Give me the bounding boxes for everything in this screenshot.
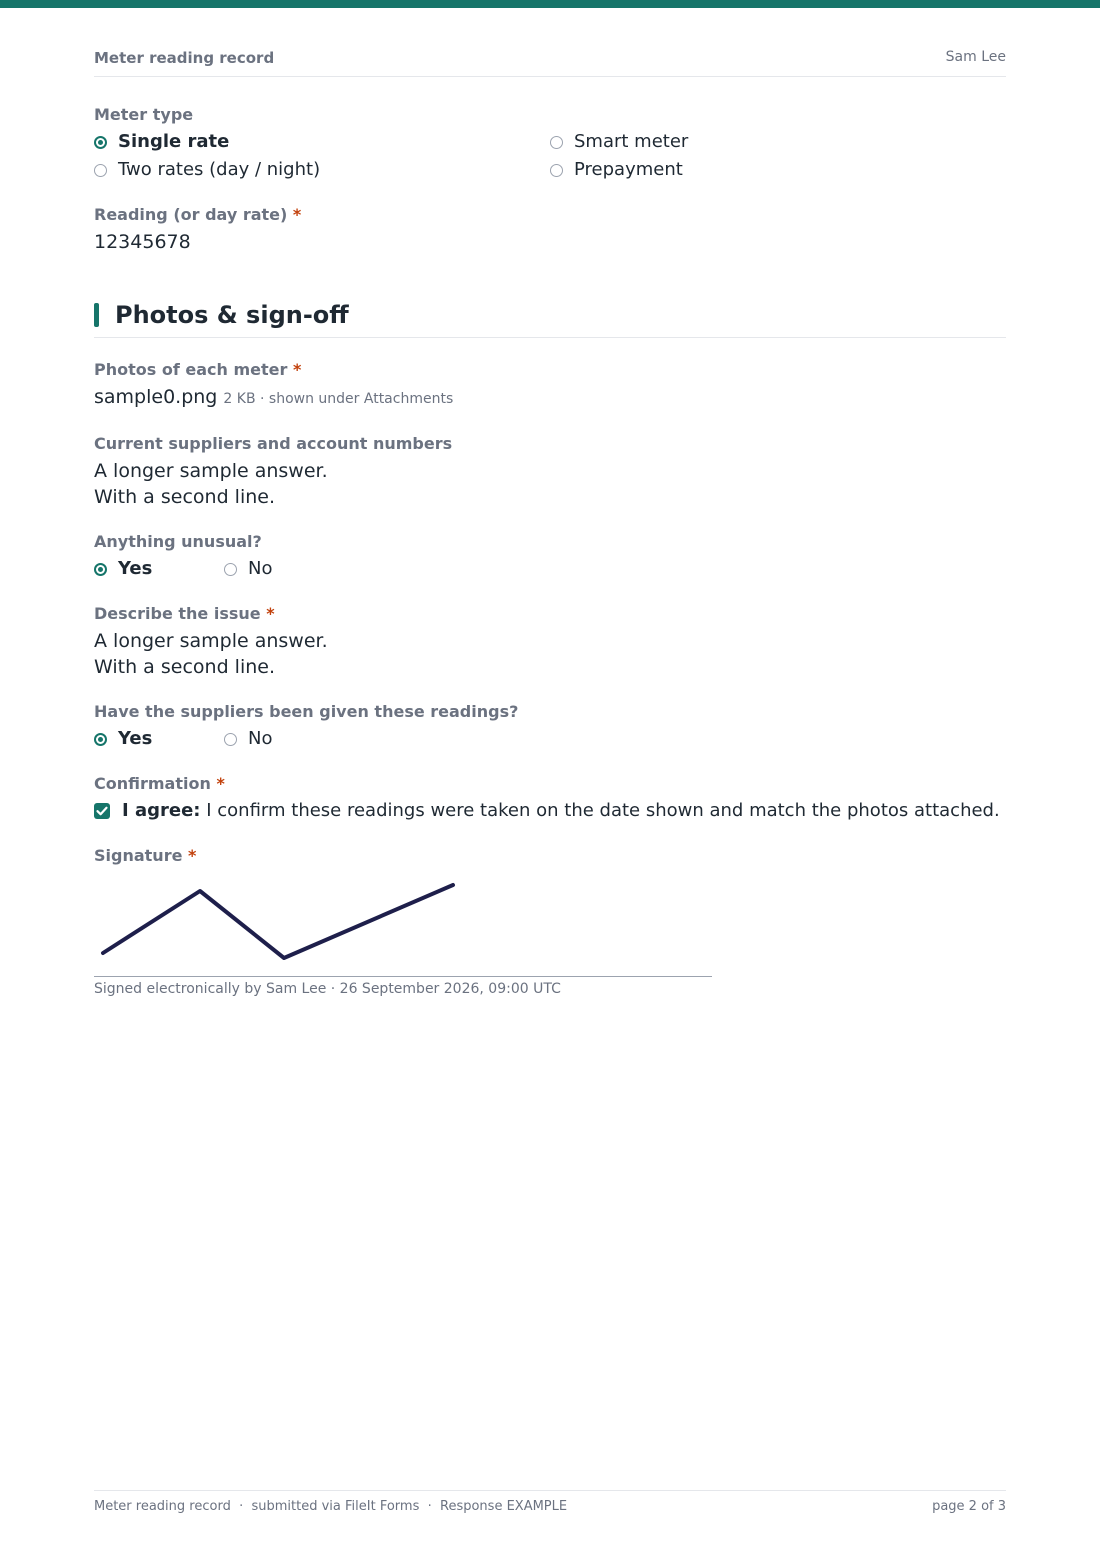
photos-field bbox=[94, 360, 1006, 412]
signature-caption: Signed electronically by Sam Lee · 26 September 2026, 09:00 UTC bbox=[94, 981, 561, 997]
reading-value: 12345678 bbox=[94, 231, 191, 253]
answer-line: A longer sample answer. bbox=[94, 460, 328, 482]
required-mark: * bbox=[188, 846, 197, 865]
file-name[interactable]: sample0.png bbox=[94, 386, 218, 408]
page-number: page 2 of 3 bbox=[932, 1499, 1006, 1514]
radio-empty-icon bbox=[550, 136, 563, 149]
section-accent-bar bbox=[94, 303, 99, 327]
unusual-options bbox=[94, 556, 1006, 582]
field-label: Signature * bbox=[94, 846, 197, 865]
field-label: Meter type bbox=[94, 105, 194, 124]
option-no[interactable]: No bbox=[224, 726, 354, 752]
field-label: Have the suppliers been given these readings? bbox=[94, 702, 519, 721]
form-content bbox=[94, 105, 1006, 1019]
confirmation-field bbox=[94, 774, 1006, 824]
answer-line: A longer sample answer. bbox=[94, 630, 328, 652]
top-accent-bar bbox=[0, 0, 1100, 8]
option-yes[interactable]: Yes bbox=[94, 556, 224, 582]
reading-field bbox=[94, 205, 1006, 255]
radio-empty-icon bbox=[224, 733, 237, 746]
checkbox-checked-icon[interactable] bbox=[94, 803, 110, 819]
option-prepayment[interactable]: Prepayment bbox=[550, 157, 1006, 183]
suppliers-field bbox=[94, 434, 1006, 510]
radio-selected-icon bbox=[94, 563, 107, 576]
option-yes[interactable]: Yes bbox=[94, 726, 224, 752]
radio-selected-icon bbox=[94, 733, 107, 746]
field-label: Describe the issue * bbox=[94, 604, 275, 623]
footer-text: Meter reading record · submitted via FileIt Forms · Response EXAMPLE bbox=[94, 1499, 568, 1514]
radio-selected-icon bbox=[94, 136, 107, 149]
field-label: Confirmation * bbox=[94, 774, 225, 793]
issue-field bbox=[94, 604, 1006, 680]
agree-label: I agree: bbox=[122, 800, 201, 821]
section-heading bbox=[94, 293, 1006, 338]
meter-type-field bbox=[94, 105, 1006, 183]
confirmation-checkbox-row[interactable] bbox=[94, 798, 1006, 824]
signature-box bbox=[94, 872, 712, 977]
option-no[interactable]: No bbox=[224, 556, 354, 582]
section-title: Photos & sign-off bbox=[115, 301, 349, 329]
option-smart-meter[interactable]: Smart meter bbox=[550, 129, 1006, 155]
page-header bbox=[94, 49, 1006, 77]
document-title: Meter reading record bbox=[94, 49, 275, 67]
page-footer bbox=[94, 1490, 1006, 1514]
attachment-value bbox=[94, 384, 1006, 412]
field-label: Reading (or day rate) * bbox=[94, 205, 302, 224]
unusual-field bbox=[94, 532, 1006, 582]
user-name: Sam Lee bbox=[945, 49, 1006, 65]
field-label: Current suppliers and account numbers bbox=[94, 434, 453, 453]
signature-image bbox=[94, 872, 712, 976]
answer-line: With a second line. bbox=[94, 486, 275, 508]
required-mark: * bbox=[292, 360, 302, 379]
required-mark: * bbox=[216, 774, 225, 793]
given-field bbox=[94, 702, 1006, 752]
field-label: Anything unusual? bbox=[94, 532, 262, 551]
option-two-rates[interactable]: Two rates (day / night) bbox=[94, 157, 550, 183]
option-single-rate[interactable]: Single rate bbox=[94, 129, 550, 155]
field-label: Photos of each meter * bbox=[94, 360, 302, 379]
given-options bbox=[94, 726, 1006, 752]
radio-empty-icon bbox=[224, 563, 237, 576]
confirmation-text: I agree: I confirm these readings were taken on the date shown and match the photos attached. bbox=[122, 800, 1000, 821]
meter-type-options bbox=[94, 129, 1006, 183]
required-mark: * bbox=[292, 205, 302, 224]
radio-empty-icon bbox=[94, 164, 107, 177]
radio-empty-icon bbox=[550, 164, 563, 177]
required-mark: * bbox=[266, 604, 275, 623]
signature-field bbox=[94, 846, 1006, 997]
answer-line: With a second line. bbox=[94, 656, 275, 678]
file-meta: 2 KB · shown under Attachments bbox=[223, 391, 454, 407]
